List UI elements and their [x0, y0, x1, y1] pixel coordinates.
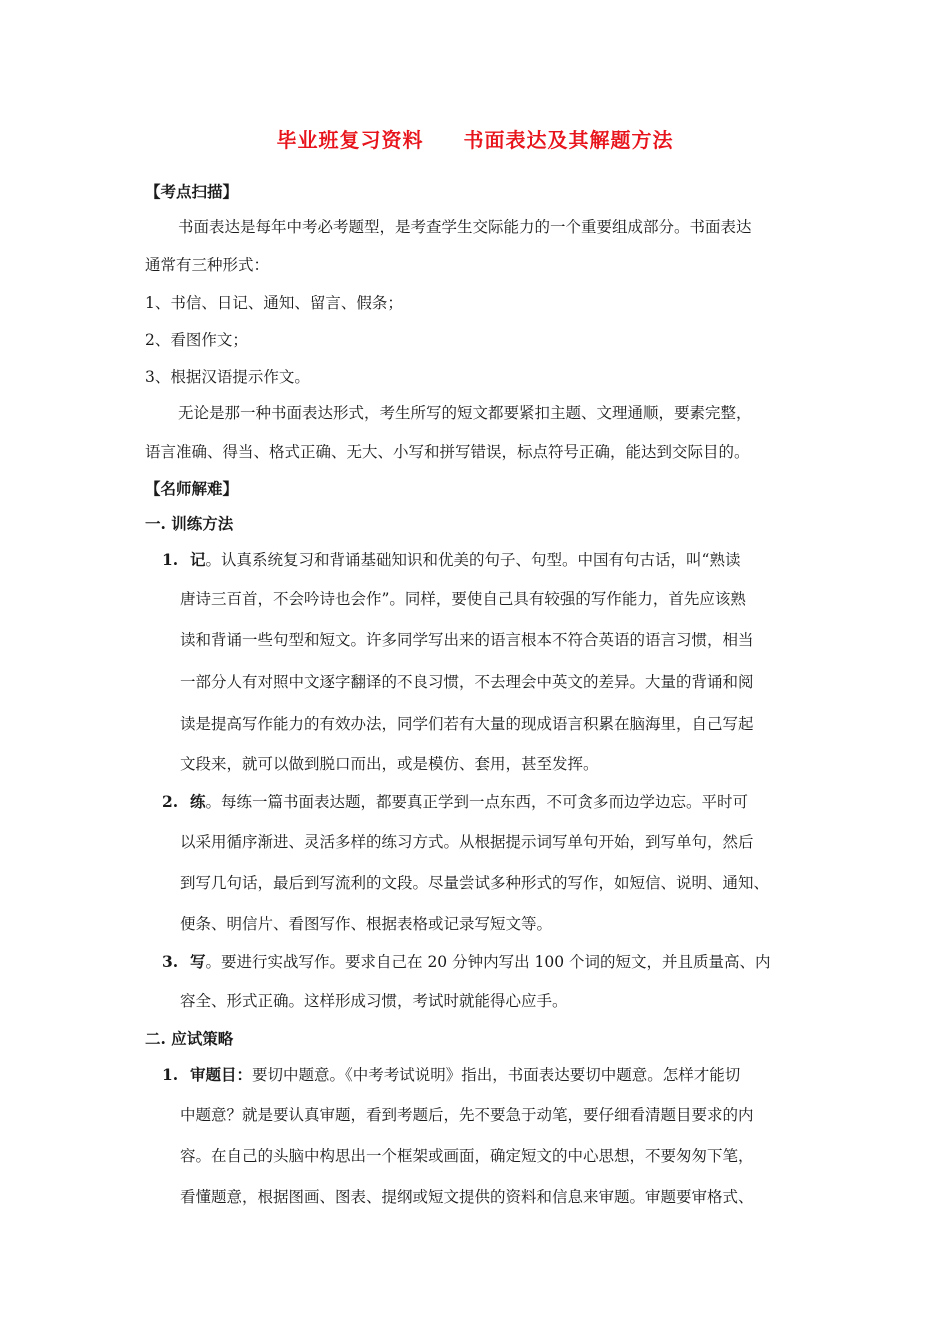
intro-line-2: 通常有三种形式： [145, 256, 270, 274]
requirement-line-2: 语言准确、得当、格式正确、无大、小写和拼写错误，标点符号正确，能达到交际目的。 [145, 443, 750, 461]
item-keyword: 练 [190, 792, 206, 811]
strategy-item-1-line-1 [162, 1063, 740, 1085]
item-number: 3. [162, 952, 179, 971]
strategy-item-1-line-4: 看懂题意，根据图画、图表、提纲或短文提供的资料和信息来审题。审题要审格式、 [180, 1188, 754, 1206]
training-item-2-line-4: 便条、明信片、看图写作、根据表格或记录写短文等。 [180, 915, 553, 933]
training-item-1-line-5: 读是提高写作能力的有效办法，同学们若有大量的现成语言积累在脑海里，自己写起 [180, 715, 754, 733]
item-text: 。认真系统复习和背诵基础知识和优美的句子、句型。中国有句古话，叫“熟读 [205, 551, 741, 569]
section-heading-teacher-tips: 【名师解难】 [145, 479, 239, 498]
item-text: 。每练一篇书面表达题，都要真正学到一点东西，不可贪多而边学边忘。平时可 [205, 793, 749, 811]
form-item-1: 1、书信、日记、通知、留言、假条； [145, 294, 403, 312]
training-item-3-line-2: 容全、形式正确。这样形成习惯，考试时就能得心应手。 [180, 992, 568, 1010]
form-item-3: 3、根据汉语提示作文。 [145, 368, 310, 386]
training-item-1-line-6: 文段来，就可以做到脱口而出，或是模仿、套用，甚至发挥。 [180, 755, 599, 773]
subheading-training-methods: 一. 训练方法 [145, 514, 234, 533]
training-item-2-line-3: 到写几句话，最后到写流利的文段。尽量尝试多种形式的写作，如短信、说明、通知、 [180, 874, 770, 892]
subheading-exam-strategy: 二. 应试策略 [145, 1029, 234, 1048]
item-number: 2. [162, 792, 179, 811]
title-part1: 毕业班复习资料 [276, 128, 424, 152]
form-item-2: 2、看图作文； [145, 331, 248, 349]
strategy-item-1-line-2: 中题意？就是要认真审题，看到考题后，先不要急于动笔，要仔细看清题目要求的内 [180, 1106, 754, 1124]
requirement-line-1: 无论是那一种书面表达形式，考生所写的短文都要紧扣主题、文理通顺，要素完整， [178, 404, 752, 422]
intro-line-1: 书面表达是每年中考必考题型，是考查学生交际能力的一个重要组成部分。书面表达 [178, 218, 752, 236]
training-item-1-line-1 [162, 548, 740, 570]
strategy-item-1-line-3: 容。在自己的头脑中构思出一个框架或画面，确定短文的中心思想，不要匆匆下笔， [180, 1147, 754, 1165]
training-item-2-line-2: 以采用循序渐进、灵活多样的练习方式。从根据提示词写单句开始，到写单句，然后 [180, 833, 754, 851]
item-number: 1. [162, 1065, 179, 1084]
item-keyword: 写 [190, 952, 206, 971]
item-keyword: 审题目： [190, 1065, 253, 1084]
section-heading-exam-points: 【考点扫描】 [145, 182, 239, 201]
training-item-1-line-4: 一部分人有对照中文逐字翻译的不良习惯，不去理会中英文的差异。大量的背诵和阅 [180, 673, 754, 691]
page-title [0, 124, 950, 153]
item-keyword: 记 [190, 550, 206, 569]
title-part2: 书面表达及其解题方法 [463, 128, 674, 152]
training-item-1-line-3: 读和背诵一些句型和短文。许多同学写出来的语言根本不符合英语的语言习惯，相当 [180, 631, 754, 649]
training-item-2-line-1 [162, 790, 748, 812]
training-item-3-line-1 [162, 950, 771, 972]
item-text: 要切中题意。《中考考试说明》指出，书面表达要切中题意。怎样才能切 [252, 1066, 741, 1084]
item-number: 1. [162, 550, 179, 569]
item-text: 。要进行实战写作。要求自己在 20 分钟内写出 100 个词的短文，并且质量高、内 [205, 953, 771, 971]
training-item-1-line-2: 唐诗三百首，不会吟诗也会作”。同样，要使自己具有较强的写作能力，首先应该熟 [180, 590, 746, 608]
